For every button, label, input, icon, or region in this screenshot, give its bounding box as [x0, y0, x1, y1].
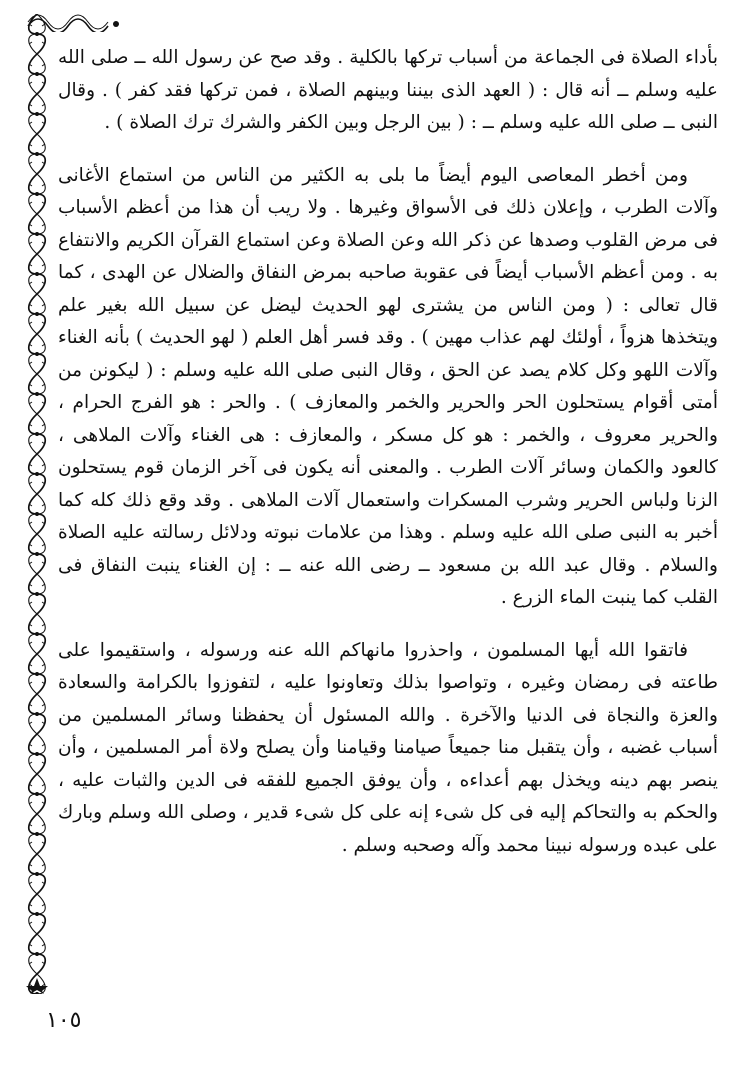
page-number: ١٠٥	[46, 1008, 82, 1033]
paragraph-music: ومن أخطر المعاصى اليوم أيضاً ما بلى به الكثير من الناس من استماع الأغانى وآلات الطرب ، وإعلان ذلك فى الأسواق وغيرها . ولا ريب أن هذا من أعظم الأسباب فى مرض القلوب وصدها عن ذكر الله وعن الصلاة وعن استماع القرآن الكريم والانتفاع به . ومن أعظم الأسباب أيضاً فى عقوبة صاحبه بمرض النفاق والضلال عن الهدى ، كما قال تعالى : ( ومن الناس من يشترى لهو الحديث ليضل عن سبيل الله بغير علم ويتخذها هزواً ، أولئك لهم عذاب مهين ) . وقد فسر أهل العلم ( لهو الحديث ) بأنه الغناء وآلات اللهو وكل كلام يصد عن الحق ، وقال النبى صلى الله عليه وسلم : ( ليكونن من أمتى أقوام يستحلون الحر والحرير والخمر والمعازف ) . والحر : هو الفرج الحرام ، والحرير معروف ، والخمر : هو كل مسكر ، والمعازف : هى الغناء وآلات الملاهى ، كالعود والكمان وسائر آلات الطرب . والمعنى أنه يكون فى آخر الزمان قوم يستحلون الزنا ولباس الحرير وشرب المسكرات واستعمال آلات الملاهى . وقد وقع ذلك كله كما أخبر به النبى صلى الله عليه وسلم . وهذا من علامات نبوته ودلائل رسالته عليه الصلاة والسلام . وقال عبد الله بن مسعود ــ رضى الله عنه ــ : إن الغناء ينبت النفاق فى القلب كما ينبت الماء الزرع .	[58, 164, 718, 608]
page-body	[58, 42, 718, 1002]
decorative-border	[24, 14, 50, 994]
paragraph-closing: فاتقوا الله أيها المسلمون ، واحذروا مانهاكم الله عنه ورسوله ، واستقيموا على طاعته فى رمضان وغيره ، وتواصوا بذلك وتعاونوا عليه ، لتفوزوا بالكرامة والسعادة والعزة والنجاة فى الدنيا والآخرة . والله المسئول أن يحفظنا وسائر المسلمين من أسباب غضبه ، وأن يتقبل منا جميعاً صيامنا وقيامنا وأن يصلح ولاة أمر المسلمين ، وأن ينصر بهم دينه ويخذل بهم أعداءه ، وأن يوفق الجميع للفقه فى الدين والثبات عليه ، والحكم به والتحاكم إليه فى كل شىء إنه على كل شىء قدير ، وصلى الله وسلم وبارك على عبده ورسوله نبينا محمد وآله وصحبه وسلم .	[58, 639, 718, 856]
paragraph-prayer: بأداء الصلاة فى الجماعة من أسباب تركها بالكلية . وقد صح عن رسول الله ــ صلى الله عليه وسلم ــ أنه قال : ( العهد الذى بيننا وبينهم الصلاة ، فمن تركها فقد كفر ) . وقال النبى ــ صلى الله عليه وسلم ــ : ( بين الرجل وبين الكفر والشرك ترك الصلاة ) .	[58, 47, 718, 133]
